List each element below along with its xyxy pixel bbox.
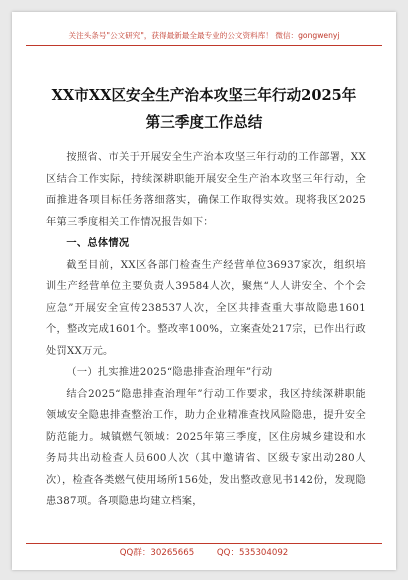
footer-qq-group: QQ群：30265665 [119, 548, 195, 558]
detail-paragraph: 结合2025“隐患排查治理年”行动工作要求，我区持续深耕职能领域安全隐患排查整治工作，助力企业精准查找风险隐患，提升安全防范能力。城镇燃气领域：2025年第三季度，区住房城乡建设和水务局共出动检查人员600人次（其中邀请省、区级专家出动280人次），检查各类燃气使用场所156处，发出整改意见书142份，发现隐患387项。各项隐患均建立档案， [46, 388, 366, 507]
subsection-heading: （一）扎实推进2025“隐患排查治理年”行动 [66, 367, 273, 378]
footer-qq: QQ：535304092 [216, 548, 289, 558]
overview-paragraph: 截至目前，XX区各部门检查生产经营单位36937家次，组织培训生产经营单位主要负责人39584人次，聚焦“人人讲安全、个个会应急”开展安全宣传238537人次，全区共排查重大事故隐患1601个，整改完成1601个。整改率100%，立案查处217宗，已作出行政处罚XX万元。 [46, 259, 366, 357]
section-heading-overview: 一、总体情况 [66, 237, 130, 249]
footer-contact [26, 546, 382, 558]
document-page [12, 12, 396, 570]
document-title: XX市XX区安全生产治本攻坚三年行动2025年第三季度工作总结 [51, 87, 357, 131]
intro-paragraph: 按照省、市关于开展安全生产治本攻坚三年行动的工作部署，XX区结合工作实际，持续深耕职能开展安全生产治本攻坚三年行动，全面推进各项目标任务落细落实，确保工作取得实效。现将我区2025年第三季度相关工作情况报告如下： [46, 152, 366, 228]
header-note: 关注头条号"公文研究"，获得最新最全最专业的公文资料库！ 微信：gongwenyj [68, 31, 340, 40]
footer-divider [26, 543, 382, 544]
document-body [46, 147, 366, 513]
header-divider [26, 45, 382, 46]
